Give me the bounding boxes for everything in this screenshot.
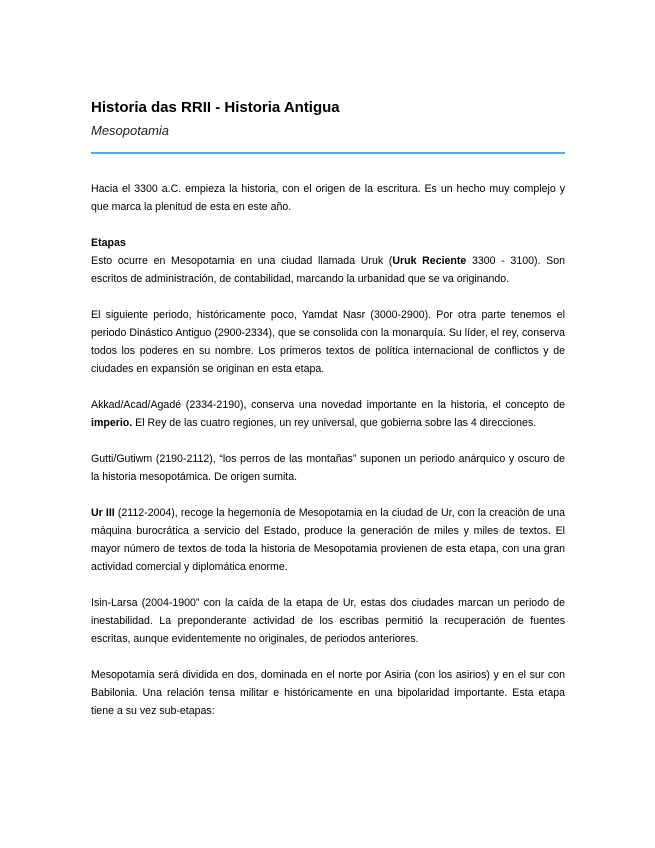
document-page: [91, 98, 565, 738]
paragraph-gutti: Gutti/Gutiwm (2190-2112), “los perros de las montañas” suponen un periodo anárquico y oscuro de la historia mesopotámica. De origen sumita.: [91, 453, 565, 483]
paragraph-etapas: [91, 234, 565, 288]
akkad-text-b: El Rey de las cuatro regiones, un rey universal, que gobierna sobre las 4 direcciones.: [132, 417, 537, 429]
paragraph-intro: Hacia el 3300 a.C. empieza la historia, con el origen de la escritura. Es un hecho muy complejo y que marca la plenitud de esta en este año.: [91, 183, 565, 213]
document-subtitle: Mesopotamia: [91, 123, 170, 138]
paragraph-ur-iii: [91, 504, 565, 576]
paragraph-division: Mesopotamia será dividida en dos, dominada en el norte por Asiria (con los asirios) y en el sur con Babilonia. Una relación tensa militar e históricamente en una bipolaridad importante. Esta etapa tiene a su vez sub-etapas:: [91, 669, 565, 717]
akkad-text-a: Akkad/Acad/Agadé (2334-2190), conserva una novedad importante en la historia, el concepto de: [91, 399, 565, 411]
ur-iii-text: (2112-2004), recoge la hegemonía de Mesopotamia en la ciudad de Ur, con la creación de una máquina burocrática a servicio del Estado, produce la generación de miles y miles de textos. El mayor número de textos de toda la historia de Mesopotamia provienen de esta etapa, con una gran actividad comercial y diplomática enorme.: [91, 507, 566, 573]
etapas-heading: Etapas: [91, 237, 126, 249]
title-divider: [91, 152, 565, 154]
paragraph-yamdat-nasr: El siguiente periodo, históricamente poco, Yamdat Nasr (3000-2900). Por otra parte tenemos el periodo Dinástico Antiguo (2900-2334), que se consolida con la monarquía. Su líder, el rey, conserva todos los poderes en su nombre. Los primeros textos de política internacional de conflictos y de ciudades en expansión se originan en esta etapa.: [91, 309, 565, 375]
paragraph-isin-larsa: Isin-Larsa (2004-1900” con la caída de la etapa de Ur, estas dos ciudades marcan un periodo de inestabilidad. La preponderante actividad de los escribas permitió la recuperación de fuentes escritas, aunque evidentemente no originales, de periodos anteriores.: [91, 597, 565, 645]
ur-iii-bold: Ur III: [91, 507, 115, 519]
document-body: [91, 180, 565, 720]
paragraph-akkad: [91, 396, 565, 432]
etapas-text-b: 3300 - 3100). Son escritos de administración, de contabilidad, marcando la urbanidad que se va originando.: [91, 255, 565, 285]
etapas-text-a: Esto ocurre en Mesopotamia en una ciudad llamada Uruk (: [91, 255, 393, 267]
document-title: Historia das RRII - Historia Antigua: [91, 99, 340, 116]
etapas-bold: Uruk Reciente: [392, 255, 467, 267]
akkad-bold: imperio.: [91, 417, 133, 429]
